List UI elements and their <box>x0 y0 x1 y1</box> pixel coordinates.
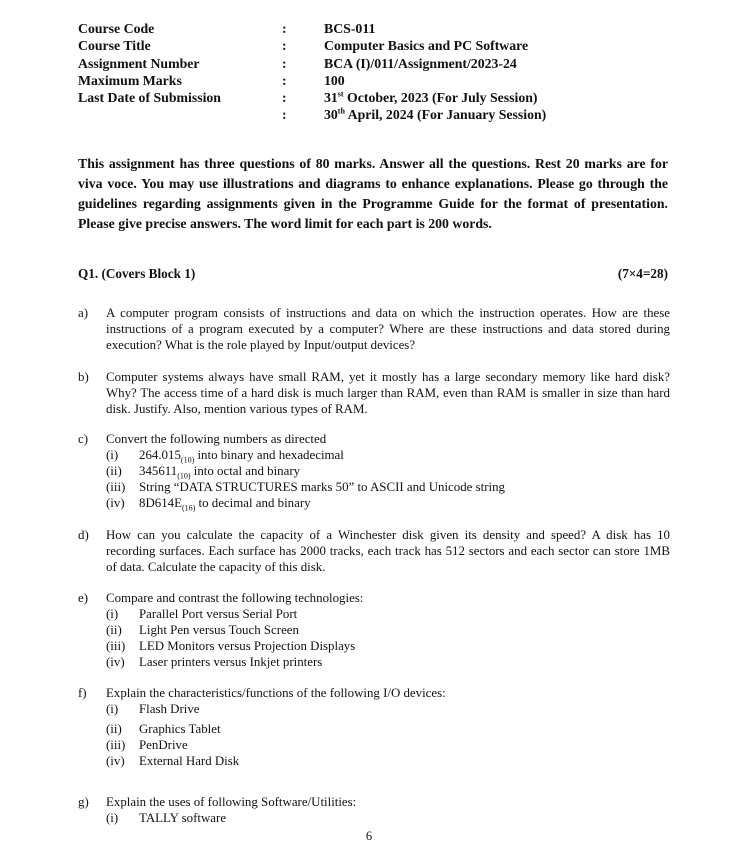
roman-numeral: (iv) <box>106 496 125 510</box>
roman-numeral: (ii) <box>106 623 122 637</box>
part-text: Compare and contrast the following technologies: <box>106 591 364 605</box>
header-label: Assignment Number <box>78 55 200 71</box>
part-text: Computer systems always have small RAM, yet it mostly has a large secondary memory like hard disk? Why? The access time of a hard disk is much larger than RAM, even than RAM is smaller in size than hard disk. Justify. Also, mention various types of RAM. <box>106 370 670 416</box>
header-value: BCS-011 <box>324 21 376 36</box>
part-letter: b) <box>78 370 89 384</box>
sub-item <box>106 721 670 737</box>
sub-item <box>106 654 670 670</box>
sub-item-text: Light Pen versus Touch Screen <box>139 623 299 637</box>
question-part-a <box>78 305 670 353</box>
date-rest: October, 2023 (For July Session) <box>343 90 538 106</box>
date-ordinal: st <box>337 89 344 99</box>
question-part-f <box>78 685 670 769</box>
part-letter: e) <box>78 591 89 605</box>
instruction-text: into binary and hexadecimal <box>194 448 344 462</box>
header-row-course-code <box>78 20 658 37</box>
number-text: 8D614E <box>139 496 182 510</box>
part-body <box>106 794 670 826</box>
part-letter: a) <box>78 306 89 320</box>
base-subscript: (10) <box>177 471 191 481</box>
sub-item <box>106 447 670 463</box>
header-colon: : <box>282 21 287 36</box>
header-value: BCA (I)/011/Assignment/2023-24 <box>324 55 517 71</box>
roman-numeral: (i) <box>106 811 119 825</box>
sub-item <box>106 495 670 511</box>
header-value: Computer Basics and PC Software <box>324 38 529 54</box>
sub-item <box>106 638 670 654</box>
number-text: 345611 <box>139 464 178 478</box>
course-header <box>78 20 658 124</box>
sub-item-text: Laser printers versus Inkjet printers <box>139 655 323 669</box>
sub-item-text: PenDrive <box>139 738 188 752</box>
header-colon: : <box>282 107 287 123</box>
question-title: Q1. (Covers Block 1) <box>78 266 196 281</box>
number-text: 264.015 <box>139 448 181 462</box>
question-part-d <box>78 527 670 575</box>
roman-numeral: (i) <box>106 702 119 716</box>
date-ordinal: th <box>337 106 345 116</box>
header-label: Course Code <box>78 21 155 36</box>
sub-item <box>106 622 670 638</box>
sub-item-text: String “DATA STRUCTURES marks 50” to ASCII and Unicode string <box>139 480 505 494</box>
sub-item <box>106 810 670 826</box>
date-rest: April, 2024 (For January Session) <box>344 107 547 123</box>
part-text: A computer program consists of instructions and data on which the instruction operates. How are these instructions of a program executed by a computer? Where are these instructions and data stored during execution? What is the role played by Input/output devices? <box>106 306 670 352</box>
header-label: Last Date of Submission <box>78 90 221 106</box>
header-row-last-date-january <box>78 106 658 123</box>
header-row-maximum-marks <box>78 72 658 89</box>
part-text: How can you calculate the capacity of a Winchester disk given its density and speed? A disk has 10 recording surfaces. Each surface has 2000 tracks, each track has 512 sectors and each sector can store 1MB of data. Calculate the capacity of this disk. <box>106 528 670 574</box>
sub-item <box>106 753 670 769</box>
sub-item <box>106 701 670 717</box>
part-body <box>106 685 670 769</box>
header-row-assignment-number <box>78 55 658 72</box>
question-part-c <box>78 431 670 511</box>
sub-item <box>106 479 670 495</box>
sub-item-text <box>139 495 311 511</box>
sub-item-text <box>139 447 344 463</box>
page-number: 6 <box>365 829 373 843</box>
question-marks: (7×4=28) <box>617 266 668 281</box>
date-day: 30 <box>324 107 338 123</box>
part-text: Explain the uses of following Software/Utilities: <box>106 795 357 809</box>
roman-numeral: (iv) <box>106 754 125 768</box>
sub-item <box>106 463 670 479</box>
part-body <box>106 590 670 670</box>
instruction-text: into octal and binary <box>190 464 301 478</box>
part-text: Convert the following numbers as directed <box>106 432 327 446</box>
header-label: Maximum Marks <box>78 72 182 88</box>
base-subscript: (10) <box>180 455 195 465</box>
question-heading <box>78 266 668 282</box>
roman-numeral: (iii) <box>106 480 126 494</box>
header-value: 100 <box>324 72 345 88</box>
header-row-course-title <box>78 37 658 54</box>
question-part-b <box>78 369 670 417</box>
roman-numeral: (iii) <box>106 738 126 752</box>
sub-item-text <box>139 463 300 479</box>
sub-item <box>106 606 670 622</box>
date-day: 31 <box>324 90 338 106</box>
base-subscript: (16) <box>181 503 196 513</box>
instructions-paragraph: This assignment has three questions of 80 marks. Answer all the questions. Rest 20 marks are for viva voce. You may use illustrations and diagrams to enhance explanations. Please go through the guidelines regarding assignments given in the Programme Guide for the format of presentation. Please give precise answers. The word limit for each part is 200 words. <box>78 156 668 231</box>
question-part-g <box>78 794 670 826</box>
sub-item-text: External Hard Disk <box>139 754 240 768</box>
header-colon: : <box>282 55 287 71</box>
part-letter: f) <box>78 686 87 700</box>
part-letter: g) <box>78 795 89 809</box>
sub-item-text: LED Monitors versus Projection Displays <box>139 639 356 653</box>
header-colon: : <box>282 72 287 88</box>
roman-numeral: (ii) <box>106 464 122 478</box>
part-letter: c) <box>78 432 89 446</box>
header-row-last-date-july <box>78 89 658 106</box>
header-colon: : <box>282 38 287 54</box>
instruction-text: to decimal and binary <box>195 496 311 510</box>
sub-item-text: TALLY software <box>139 811 227 825</box>
sub-item-text: Flash Drive <box>139 702 200 716</box>
header-colon: : <box>282 90 287 106</box>
part-letter: d) <box>78 528 89 542</box>
roman-numeral: (i) <box>106 448 119 462</box>
header-label: Course Title <box>78 38 151 54</box>
roman-numeral: (iii) <box>106 639 126 653</box>
roman-numeral: (ii) <box>106 722 122 736</box>
header-value <box>324 106 658 123</box>
sub-item <box>106 737 670 753</box>
sub-item-text: Parallel Port versus Serial Port <box>139 607 298 621</box>
roman-numeral: (iv) <box>106 655 125 669</box>
header-value <box>324 89 658 106</box>
sub-item-text: Graphics Tablet <box>139 722 221 736</box>
header-label <box>78 106 282 123</box>
part-body <box>106 431 670 511</box>
question-part-e <box>78 590 670 670</box>
roman-numeral: (i) <box>106 607 119 621</box>
part-text: Explain the characteristics/functions of the following I/O devices: <box>106 686 446 700</box>
